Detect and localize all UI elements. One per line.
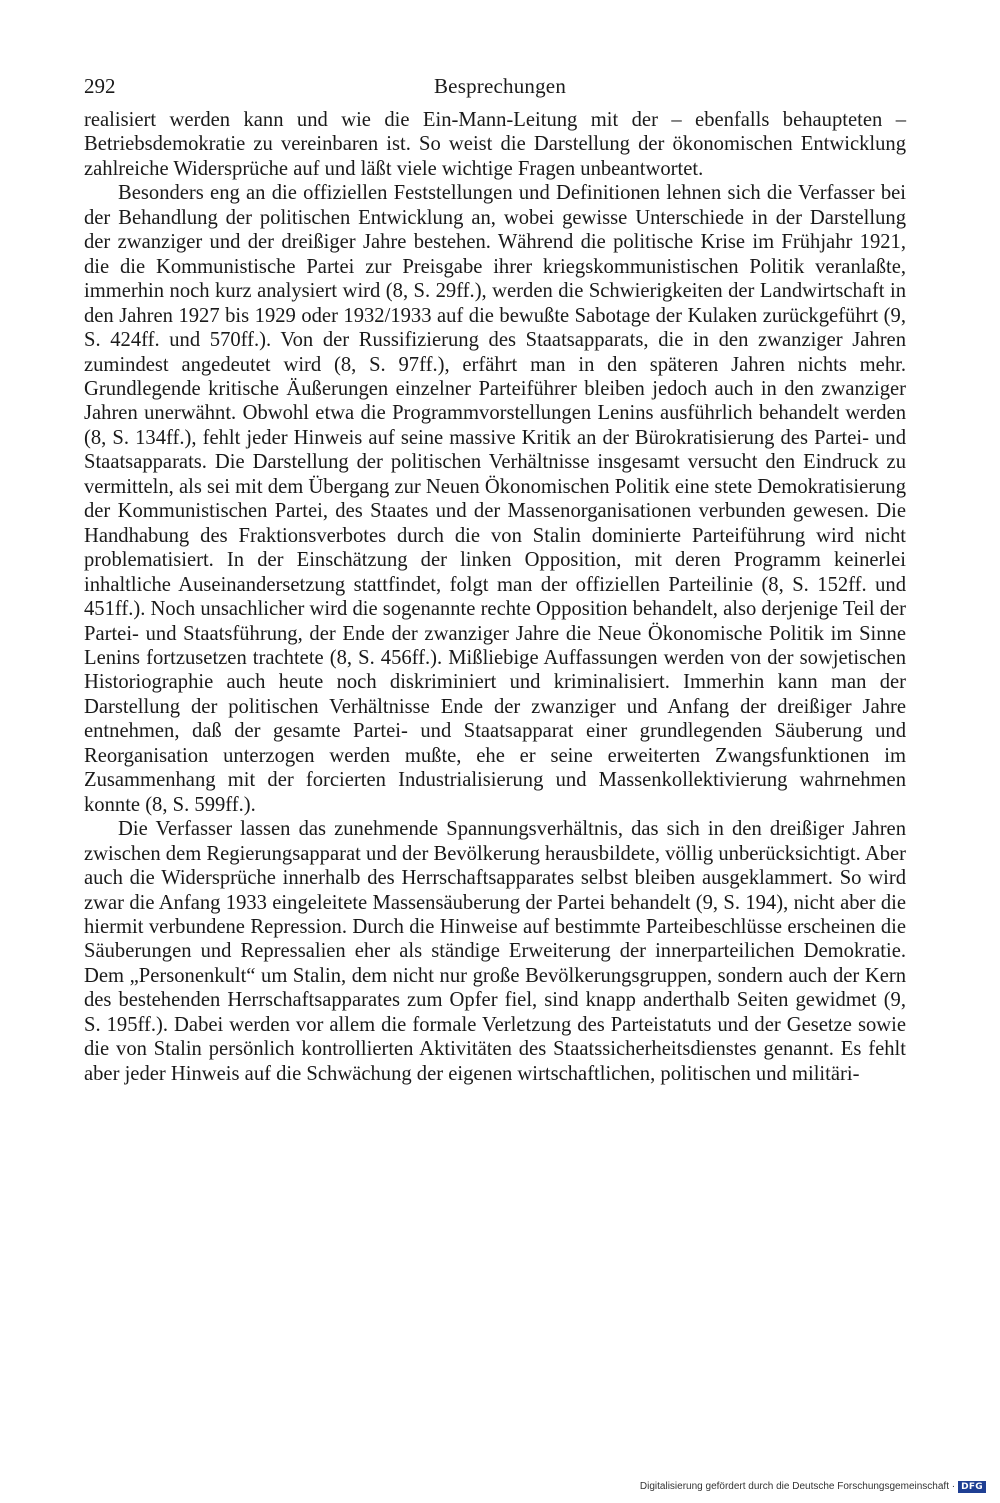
credit-text: Digitalisierung gefördert durch die Deutsche Forschungsgemeinschaft · xyxy=(639,1481,956,1492)
digitization-credit xyxy=(640,1480,986,1493)
paragraph: Besonders eng an die offiziellen Feststellungen und Definitionen lehnen sich die Verfasser bei der Behandlung der politischen Entwicklung an, wobei gewisse Unterschiede in der Darstellung der zwanziger und der dreißiger Jahre bestehen. Während die politische Krise im Frühjahr 1921, die die Kommunistische Partei zur Preisgabe ihrer kriegskommunistischen Politik veranlaßte, immerhin noch kurz analysiert wird (8, S. 29ff.), werden die Schwierigkeiten der Landwirtschaft in den Jahren 1927 bis 1929 oder 1932/1933 auf die bewußte Sabotage der Kulaken zurückgeführt (9, S. 424ff. und 570ff.). Von der Russifizierung des Staatsapparats, die in den zwanziger Jahren zumindest angedeutet wird (8, S. 97ff.), erfährt man in den späteren Jahren nichts mehr. Grundlegende kritische Äußerungen einzelner Parteiführer bleiben jedoch auch in den zwanziger Jahren unerwähnt. Obwohl etwa die Programmvorstellungen Lenins ausführlich behandelt werden (8, S. 134ff.), fehlt jeder Hinweis auf seine massive Kritik an der Bürokratisierung des Partei- und Staatsapparats. Die Darstellung der politischen Verhältnisse insgesamt versucht den Eindruck zu vermitteln, als sei mit dem Übergang zur Neuen Ökonomischen Politik eine stete Demokratisierung der Kommunistischen Partei, des Staates und der Massenorganisationen verbunden gewesen. Die Handhabung des Fraktionsverbotes durch die von Stalin dominierte Parteiführung wird nicht problematisiert. In der Einschätzung der linken Opposition, mit deren Programm keinerlei inhaltliche Auseinandersetzung stattfindet, folgt man der offiziellen Parteilinie (8, S. 152ff. und 451ff.). Noch unsachlicher wird die sogenannte rechte Opposition behandelt, also derjenige Teil der Partei- und Staatsführung, der Ende der zwanziger Jahre die Neue Ökonomische Politik im Sinne Lenins fortzusetzen trachtete (8, S. 456ff.). Mißliebige Auffassungen werden von der sowjetischen Historiographie auch heute noch diskriminiert und kriminalisiert. Immerhin kann man der Darstellung der politischen Verhältnisse Ende der zwanziger und Anfang der dreißiger Jahre entnehmen, daß der gesamte Partei- und Staatsapparat einer grundlegenden Säuberung und Reorganisation unterzogen werden mußte, ehe er seine erweiterten Zwangsfunktionen im Zusammenhang mit der forcierten Industrialisierung und Massenkollektivierung wahrnehmen konnte (8, S. 599ff.). xyxy=(84,182,906,816)
running-head: Besprechungen xyxy=(433,74,567,98)
page-number: 292 xyxy=(84,74,116,98)
body-text xyxy=(84,108,906,1086)
paragraph-continuation: realisiert werden kann und wie die Ein-Mann-Leitung mit der – ebenfalls behaupteten – Betriebsdemokratie zu vereinbaren ist. So weist die Darstellung der ökonomischen Entwicklung zahlreiche Widersprüche auf und läßt viele wichtige Fragen unbeantwortet. xyxy=(84,109,906,180)
paragraph: Die Verfasser lassen das zunehmende Spannungsverhältnis, das sich in den dreißiger Jahren zwischen dem Regierungsapparat und der Bevölkerung herausbildete, völlig unberücksichtigt. Aber auch die Widersprüche innerhalb des Herrschaftsapparates selbst bleiben ausgeklammert. So wird zwar die Anfang 1933 eingeleitete Massensäuberung der Partei behandelt (9, S. 194), nicht aber die hiermit verbundene Repression. Durch die Hinweise auf bestimmte Parteibeschlüsse erscheinen die Säuberungen und Repressalien eher als ständige Erweiterung der innerparteilichen Demokratie. Dem „Personenkult“ um Stalin, dem nicht nur große Bevölkerungsgruppen, sondern auch der Kern des bestehenden Herrschaftsapparates zum Opfer fiel, sind knapp anderthalb Seiten gewidmet (9, S. 195ff.). Dabei werden vor allem die formale Verletzung des Parteistatuts und der Gesetze sowie die von Stalin persönlich kontrollierten Aktivitäten des Staatssicherheitsdienstes genannt. Es fehlt aber jeder Hinweis auf die Schwächung der eigenen wirtschaftlichen, politischen und militäri- xyxy=(84,818,906,1085)
dfg-logo: DFG xyxy=(958,1481,986,1493)
